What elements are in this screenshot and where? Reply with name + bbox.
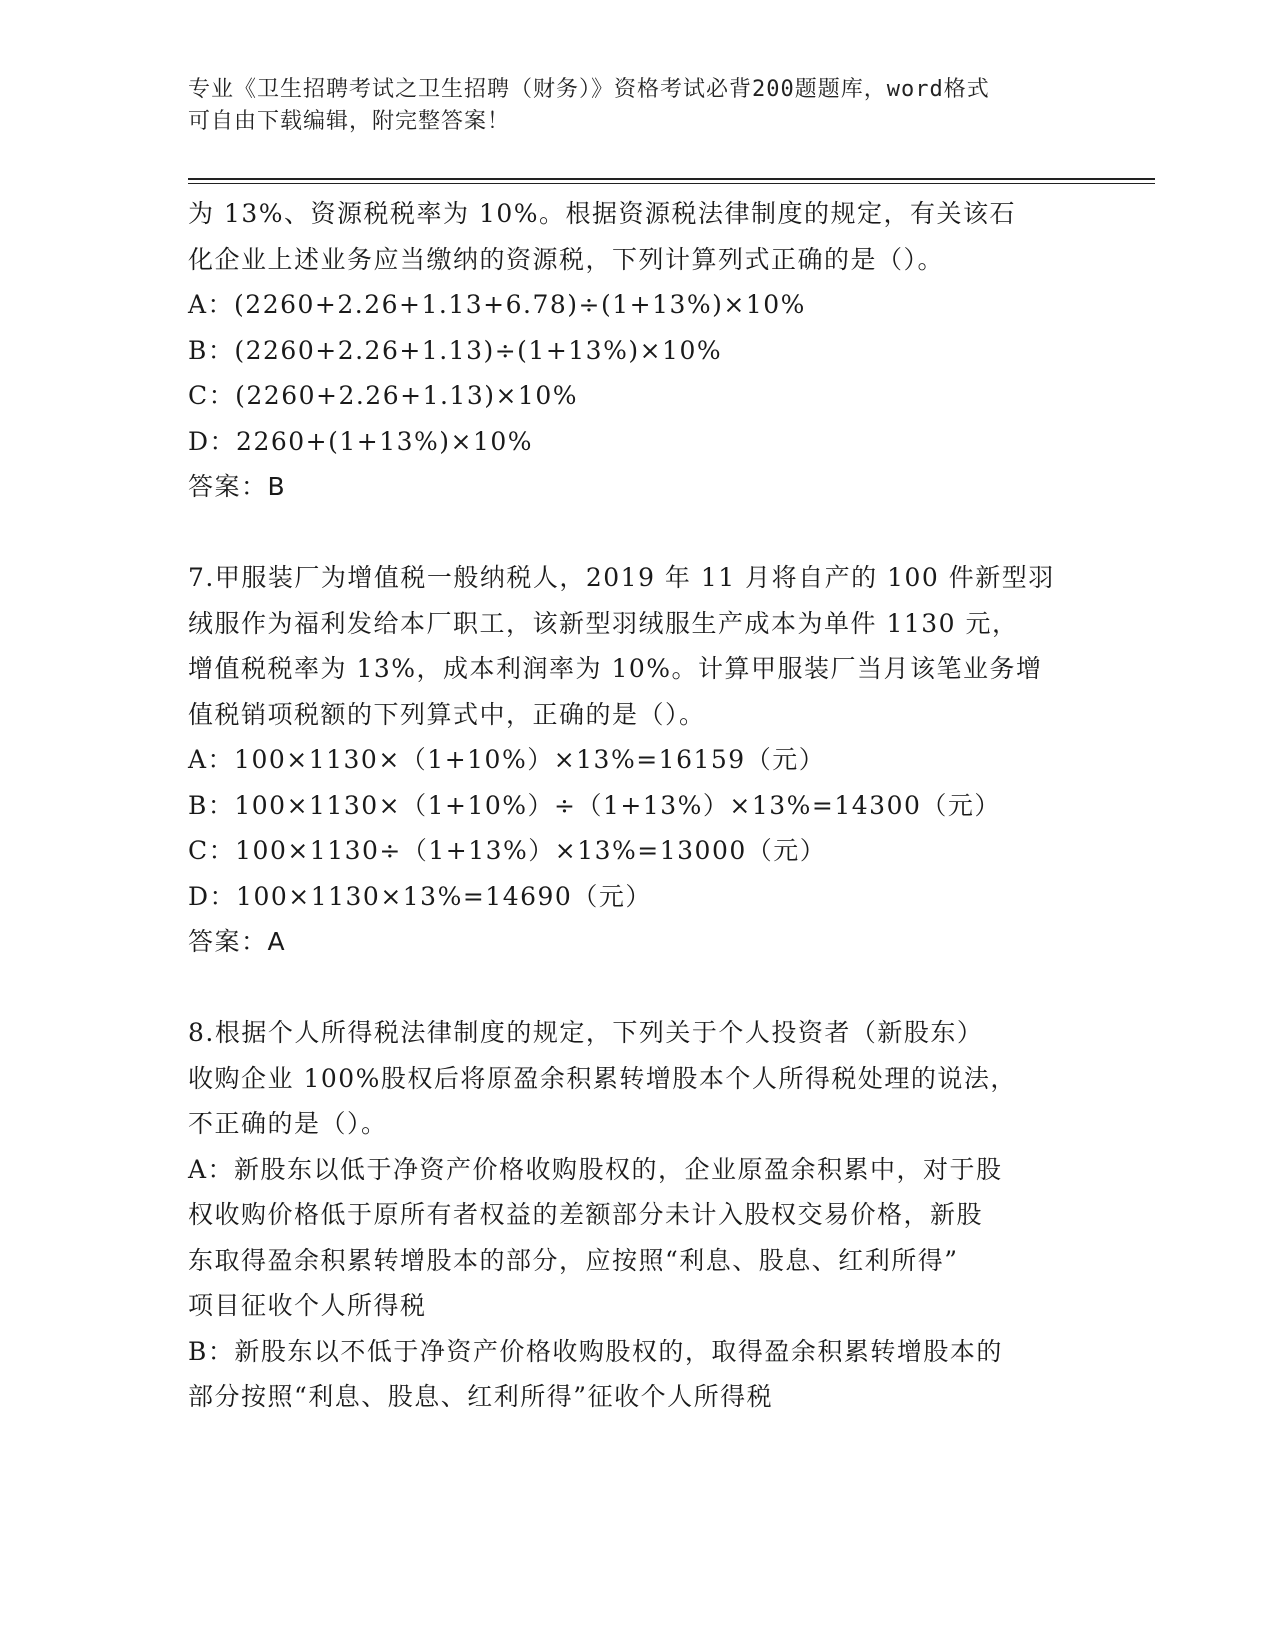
page-header xyxy=(188,74,1068,138)
answer-label: 答案：B xyxy=(188,472,287,501)
option-b: B：100×1130×（1+10%）÷（1+13%）×13%=14300（元） xyxy=(188,790,1001,820)
question-stem-line: 增值税税率为 13%，成本利润率为 10%。计算甲服装厂当月该笔业务增 xyxy=(188,654,1043,683)
question-stem-line: 为 13%、资源税税率为 10%。根据资源税法律制度的规定，有关该石 xyxy=(188,199,1017,228)
question-7 xyxy=(188,555,1078,965)
question-stem-line: 7.甲服装厂为增值税一般纳税人，2019 年 11 月将自产的 100 件新型羽 xyxy=(188,563,1055,592)
question-stem-line: 收购企业 100%股权后将原盈余积累转增股本个人所得税处理的说法， xyxy=(188,1063,1017,1093)
document-body xyxy=(188,191,1078,1420)
question-stem-line: 绒服作为福利发给本厂职工，该新型羽绒服生产成本为单件 1130 元， xyxy=(188,608,1019,638)
header-divider-thin xyxy=(188,183,1155,184)
option-a: A：新股东以低于净资产价格收购股权的，企业原盈余积累中，对于股 xyxy=(188,1154,1003,1184)
option-a: A：100×1130×（1+10%）×13%=16159（元） xyxy=(188,745,826,774)
option-b-continued: 部分按照“利息、股息、红利所得”征收个人所得税 xyxy=(188,1382,774,1411)
question-stem-line: 8.根据个人所得税法律制度的规定，下列关于个人投资者（新股东） xyxy=(188,1018,984,1047)
question-spacer xyxy=(188,510,1078,556)
question-stem-line: 化企业上述业务应当缴纳的资源税，下列计算列式正确的是（）。 xyxy=(188,244,945,274)
question-6 xyxy=(188,191,1078,510)
option-d: D：100×1130×13%=14690（元） xyxy=(188,881,652,911)
header-divider-thick xyxy=(188,178,1155,180)
option-a: A：(2260+2.26+1.13+6.78)÷(1+13%)×10% xyxy=(188,290,806,319)
question-spacer xyxy=(188,965,1078,1011)
question-8 xyxy=(188,1010,1078,1420)
option-a-continued: 权收购价格低于原所有者权益的差额部分未计入股权交易价格，新股 xyxy=(188,1200,984,1229)
header-title-line-2: 可自由下载编辑，附完整答案！ xyxy=(188,109,511,134)
question-stem-line: 值税销项税额的下列算式中，正确的是（）。 xyxy=(188,699,706,729)
option-b: B：(2260+2.26+1.13)÷(1+13%)×10% xyxy=(188,335,723,365)
option-c: C：(2260+2.26+1.13)×10% xyxy=(188,381,578,410)
header-title-line-1: 专业《卫生招聘考试之卫生招聘（财务）》资格考试必背200题题库，word格式 xyxy=(188,77,990,102)
option-c: C：100×1130÷（1+13%）×13%=13000（元） xyxy=(188,836,827,865)
option-d: D：2260+(1+13%)×10% xyxy=(188,426,534,456)
option-a-continued: 东取得盈余积累转增股本的部分，应按照“利息、股息、红利所得” xyxy=(188,1245,959,1275)
question-stem-line: 不正确的是（）。 xyxy=(188,1109,388,1138)
option-b: B：新股东以不低于净资产价格收购股权的，取得盈余积累转增股本的 xyxy=(188,1336,1003,1366)
answer-label: 答案：A xyxy=(188,927,287,956)
option-a-continued: 项目征收个人所得税 xyxy=(188,1291,427,1320)
